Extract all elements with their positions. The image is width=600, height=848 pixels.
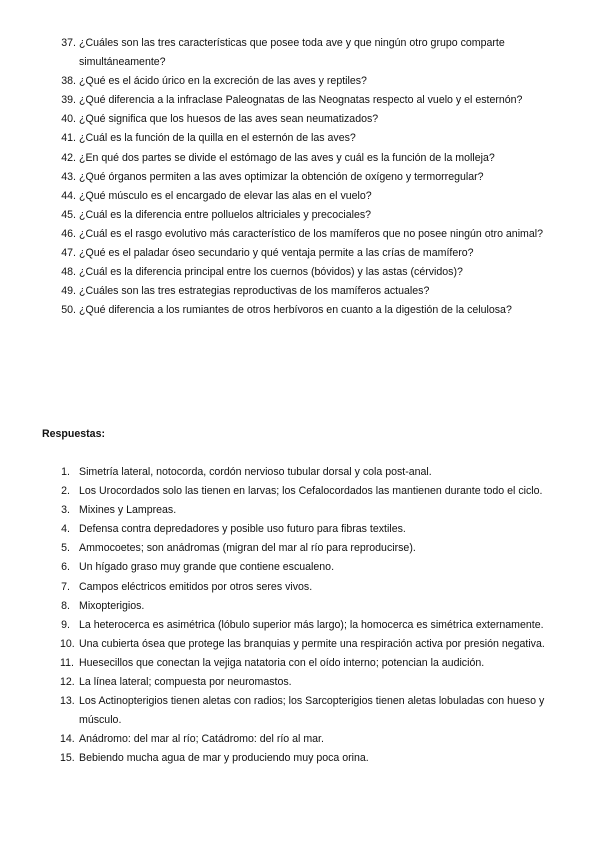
- question-item-text: ¿Cuál es el rasgo evolutivo más característico de los mamíferos que no posee ningún otro animal?: [79, 227, 544, 240]
- question-item: [60, 129, 580, 148]
- question-item-text: ¿En qué dos partes se divide el estómago de las aves y cuál es la función de la molleja?: [79, 151, 495, 164]
- answer-item-text: Un hígado graso muy grande que contiene escualeno.: [79, 561, 335, 574]
- answer-item-text: Mixopterigios.: [79, 599, 145, 612]
- answer-item-number: 14.: [60, 733, 75, 746]
- answer-item-number: 8.: [61, 599, 70, 612]
- question-item-number: 48.: [61, 266, 76, 279]
- answer-item-text: Mixines y Lampreas.: [79, 504, 177, 517]
- question-list: [60, 34, 580, 320]
- answer-item-number: 15.: [60, 752, 75, 765]
- question-item-number: 41.: [61, 132, 76, 145]
- question-item-number: 45.: [61, 208, 76, 221]
- answer-item-text: Los Actinopterigios tienen aletas con radios; los Sarcopterigios tienen aletas lobuladas con hueso y músculo.: [79, 695, 545, 727]
- answer-item-number: 13.: [60, 695, 75, 708]
- question-item-number: 49.: [61, 285, 76, 298]
- question-item: [60, 244, 580, 263]
- answer-item-number: 6.: [61, 561, 70, 574]
- question-item: [60, 91, 580, 110]
- question-item-text: ¿Cuál es la diferencia entre polluelos altriciales y precociales?: [79, 208, 372, 221]
- question-item-number: 50.: [61, 304, 76, 317]
- question-item: [60, 225, 580, 244]
- answer-item-text: Anádromo: del mar al río; Catádromo: del río al mar.: [79, 733, 324, 746]
- question-item: [60, 282, 580, 301]
- answer-item: [60, 558, 580, 577]
- question-item: [60, 34, 580, 72]
- question-item-text: ¿Cuál es la función de la quilla en el esternón de las aves?: [79, 132, 356, 145]
- answer-item: [60, 463, 580, 482]
- question-item: [60, 72, 580, 91]
- answer-item: [60, 539, 580, 558]
- answer-list: [60, 463, 580, 769]
- question-item-text: ¿Qué es el ácido úrico en la excreción de las aves y reptiles?: [79, 75, 367, 88]
- answers-heading: Respuestas:: [42, 428, 105, 440]
- question-item-text: ¿Qué diferencia a la infraclase Paleognatas de las Neognatas respecto al vuelo y el esternón?: [79, 94, 523, 107]
- answer-item: [60, 635, 580, 654]
- answer-item-text: Ammocoetes; son anádromas (migran del mar al río para reproducirse).: [79, 542, 416, 555]
- answer-item: [60, 730, 580, 749]
- answer-item: [60, 597, 580, 616]
- question-item-number: 40.: [61, 113, 76, 126]
- question-item-number: 38.: [61, 75, 76, 88]
- question-item-number: 46.: [61, 227, 76, 240]
- question-item-text: ¿Qué diferencia a los rumiantes de otros herbívoros en cuanto a la digestión de la celulosa?: [79, 304, 512, 317]
- answer-item-number: 10.: [60, 637, 75, 650]
- question-item: [60, 187, 580, 206]
- question-item: [60, 149, 580, 168]
- answer-item-text: Simetría lateral, notocorda, cordón nervioso tubular dorsal y cola post-anal.: [79, 466, 432, 478]
- answer-item-text: La heterocerca es asimétrica (lóbulo superior más largo); la homocerca es simétrica externamente.: [79, 618, 544, 631]
- answer-item-text: La línea lateral; compuesta por neuromastos.: [79, 676, 292, 689]
- answer-item-number: 5.: [61, 542, 70, 555]
- answer-item-text: Defensa contra depredadores y posible uso futuro para fibras textiles.: [79, 523, 406, 536]
- answer-item: [60, 482, 580, 501]
- question-item-text: ¿Qué músculo es el encargado de elevar las alas en el vuelo?: [79, 189, 372, 202]
- answer-item: [60, 692, 580, 730]
- answer-item-number: 4.: [61, 523, 70, 536]
- question-item-text: ¿Qué es el paladar óseo secundario y qué ventaja permite a las crías de mamífero?: [79, 247, 474, 260]
- answer-item: [60, 501, 580, 520]
- question-item-number: 39.: [61, 94, 76, 107]
- question-item: [60, 206, 580, 225]
- question-item-number: 37.: [61, 37, 76, 49]
- question-item: [60, 110, 580, 129]
- answer-item-number: 2.: [61, 485, 70, 498]
- question-item-text: ¿Qué significa que los huesos de las aves sean neumatizados?: [79, 113, 379, 126]
- question-item: [60, 263, 580, 282]
- answer-item: [60, 749, 580, 768]
- question-item-text: ¿Cuáles son las tres estrategias reproductivas de los mamíferos actuales?: [79, 285, 430, 298]
- question-item-number: 42.: [61, 151, 76, 164]
- question-item-text: ¿Cuáles son las tres características que posee toda ave y que ningún otro grupo comparte simultáneamente?: [79, 37, 505, 69]
- question-item-text: ¿Qué órganos permiten a las aves optimizar la obtención de oxígeno y termorregular?: [79, 170, 484, 183]
- answer-item: [60, 654, 580, 673]
- answer-item-text: Huesecillos que conectan la vejiga natatoria con el oído interno; potencian la audición.: [79, 656, 485, 669]
- answer-item-number: 11.: [60, 656, 74, 669]
- answer-item-text: Bebiendo mucha agua de mar y produciendo muy poca orina.: [79, 752, 369, 765]
- answer-item: [60, 578, 580, 597]
- answer-item: [60, 673, 580, 692]
- question-item-number: 44.: [61, 189, 76, 202]
- answer-item-number: 9.: [61, 618, 70, 631]
- answer-item-text: Los Urocordados solo las tienen en larvas; los Cefalocordados las mantienen durante todo el ciclo.: [79, 485, 543, 498]
- answer-item-text: Una cubierta ósea que protege las branquias y permite una respiración activa por presión negativa.: [79, 637, 545, 650]
- question-item-text: ¿Cuál es la diferencia principal entre los cuernos (bóvidos) y las astas (cérvidos)?: [79, 266, 463, 279]
- answer-item-number: 12.: [60, 676, 75, 689]
- question-item-number: 47.: [61, 247, 76, 260]
- question-item: [60, 168, 580, 187]
- answer-item-number: 3.: [61, 504, 70, 517]
- question-item: [60, 301, 580, 320]
- answer-item-text: Campos eléctricos emitidos por otros seres vivos.: [79, 580, 313, 593]
- answer-item-number: 1.: [61, 466, 70, 478]
- answer-item: [60, 520, 580, 539]
- answer-item-number: 7.: [61, 580, 70, 593]
- question-item-number: 43.: [61, 170, 76, 183]
- answer-item: [60, 616, 580, 635]
